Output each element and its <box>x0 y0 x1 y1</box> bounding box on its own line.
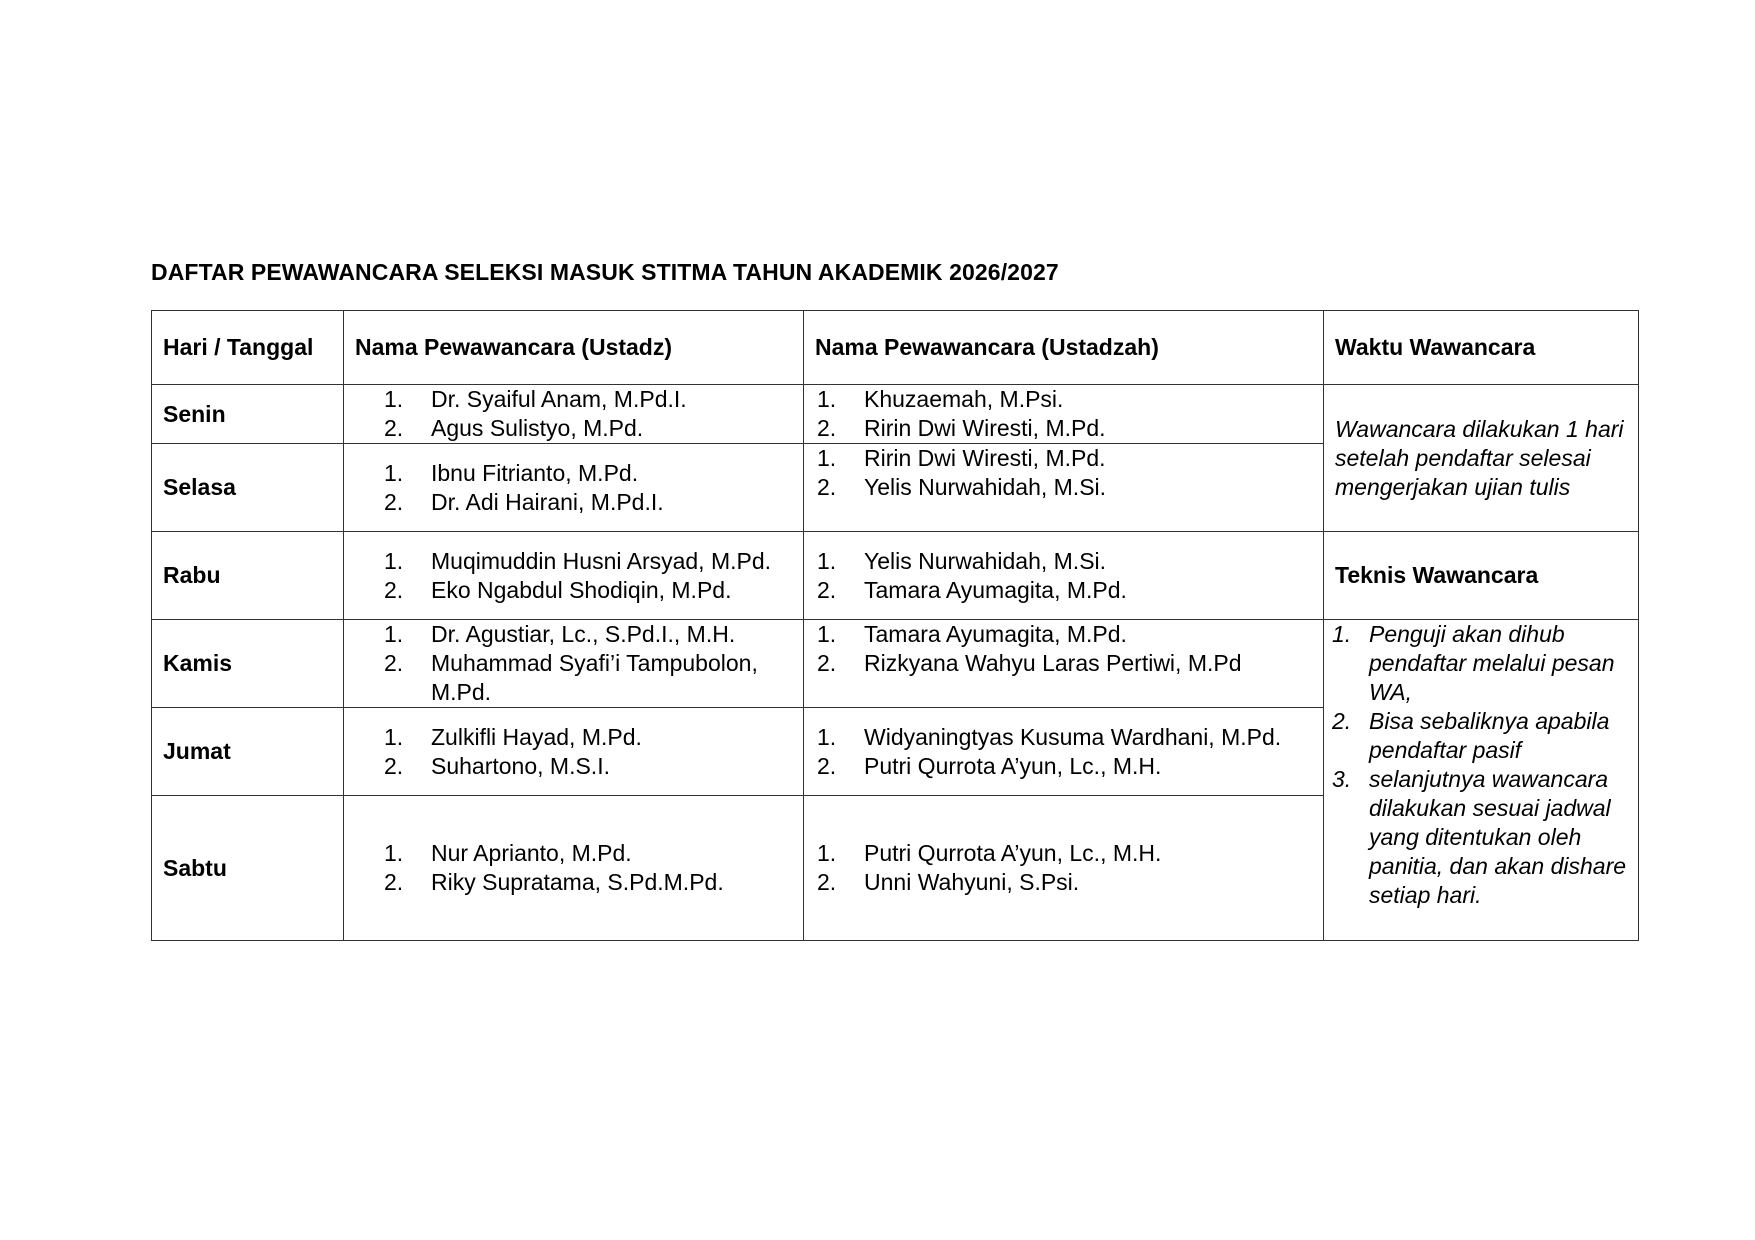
ustadz-cell <box>344 385 804 444</box>
list-item: 2. Ririn Dwi Wiresti, M.Pd. <box>817 415 1106 441</box>
list-item: 2. Yelis Nurwahidah, M.Si. <box>817 474 1107 500</box>
list-item: 1. Ririn Dwi Wiresti, M.Pd. <box>817 445 1106 471</box>
day-cell: Jumat <box>152 708 344 796</box>
list-item: 2. Tamara Ayumagita, M.Pd. <box>817 576 1127 603</box>
ustadzah-cell <box>804 796 1324 941</box>
day-cell: Kamis <box>152 620 344 708</box>
list-item: 1. Muqimuddin Husni Arsyad, M.Pd. <box>384 547 772 574</box>
list-item: 1. Zulkifli Hayad, M.Pd. <box>384 723 642 750</box>
list-item: 1. Tamara Ayumagita, M.Pd. <box>817 621 1127 647</box>
list-item: 1. Putri Qurrota A’yun, Lc., M.H. <box>817 840 1162 866</box>
table-row <box>152 620 1639 708</box>
ustadz-cell <box>344 444 804 532</box>
list-item: 1. Widyaningtyas Kusuma Wardhani, M.Pd. <box>817 723 1282 750</box>
list-item: 1. Yelis Nurwahidah, M.Si. <box>817 547 1107 574</box>
teknis-cell <box>1324 620 1639 941</box>
list-item: 1. Khuzaemah, M.Psi. <box>817 386 1064 412</box>
list-item: 2. Unni Wahyuni, S.Psi. <box>817 869 1080 895</box>
header-ustadzah: Nama Pewawancara (Ustadzah) <box>804 311 1324 385</box>
ustadzah-cell <box>804 444 1324 532</box>
list-item: 2. Eko Ngabdul Shodiqin, M.Pd. <box>384 576 732 603</box>
list-item: 1. Penguji akan dihub pendaftar melalui pesan WA, <box>1332 621 1615 705</box>
header-day: Hari / Tanggal <box>152 311 344 385</box>
day-cell: Senin <box>152 385 344 444</box>
list-item: 2. Dr. Adi Hairani, M.Pd.I. <box>384 488 664 515</box>
teknis-list <box>1324 620 1638 910</box>
ustadz-cell <box>344 708 804 796</box>
list-item: 2. Riky Supratama, S.Pd.M.Pd. <box>384 869 724 895</box>
ustadzah-cell <box>804 620 1324 708</box>
ustadz-cell <box>344 796 804 941</box>
list-item: 2. Bisa sebaliknya apabila pendaftar pasif <box>1332 708 1610 763</box>
ustadz-cell <box>344 620 804 708</box>
list-item: 2. Rizkyana Wahyu Laras Pertiwi, M.Pd <box>817 650 1242 676</box>
list-item: 1. Nur Aprianto, M.Pd. <box>384 840 632 866</box>
table-row <box>152 385 1639 444</box>
ustadzah-cell <box>804 385 1324 444</box>
list-item: 1. Ibnu Fitrianto, M.Pd. <box>384 459 639 486</box>
list-item: 2. Putri Qurrota A’yun, Lc., M.H. <box>817 752 1162 779</box>
table-row <box>152 532 1639 620</box>
header-ustadz: Nama Pewawancara (Ustadz) <box>344 311 804 385</box>
document-title: DAFTAR PEWAWANCARA SELEKSI MASUK STITMA TAHUN AKADEMIK 2026/2027 <box>151 259 1059 285</box>
list-item: 2. Muhammad Syafi’i Tampubolon, M.Pd. <box>384 650 758 705</box>
ustadzah-cell <box>804 532 1324 620</box>
teknis-title: Teknis Wawancara <box>1324 532 1639 620</box>
list-item: 3. selanjutnya wawancara dilakukan sesuai jadwal yang ditentukan oleh panitia, dan akan dishare setiap hari. <box>1332 766 1627 908</box>
header-waktu: Waktu Wawancara <box>1324 311 1639 385</box>
ustadzah-cell <box>804 708 1324 796</box>
day-cell: Selasa <box>152 444 344 532</box>
day-cell: Sabtu <box>152 796 344 941</box>
list-item: 1. Dr. Agustiar, Lc., S.Pd.I., M.H. <box>384 621 736 647</box>
list-item: 1. Dr. Syaiful Anam, M.Pd.I. <box>384 386 687 412</box>
day-cell: Rabu <box>152 532 344 620</box>
waktu-note: Wawancara dilakukan 1 hari setelah pendaftar selesai mengerjakan ujian tulis <box>1324 385 1639 532</box>
table-header-row <box>152 311 1639 385</box>
list-item: 2. Suhartono, M.S.I. <box>384 752 610 779</box>
schedule-table <box>151 310 1639 941</box>
ustadz-cell <box>344 532 804 620</box>
list-item: 2. Agus Sulistyo, M.Pd. <box>384 415 644 441</box>
